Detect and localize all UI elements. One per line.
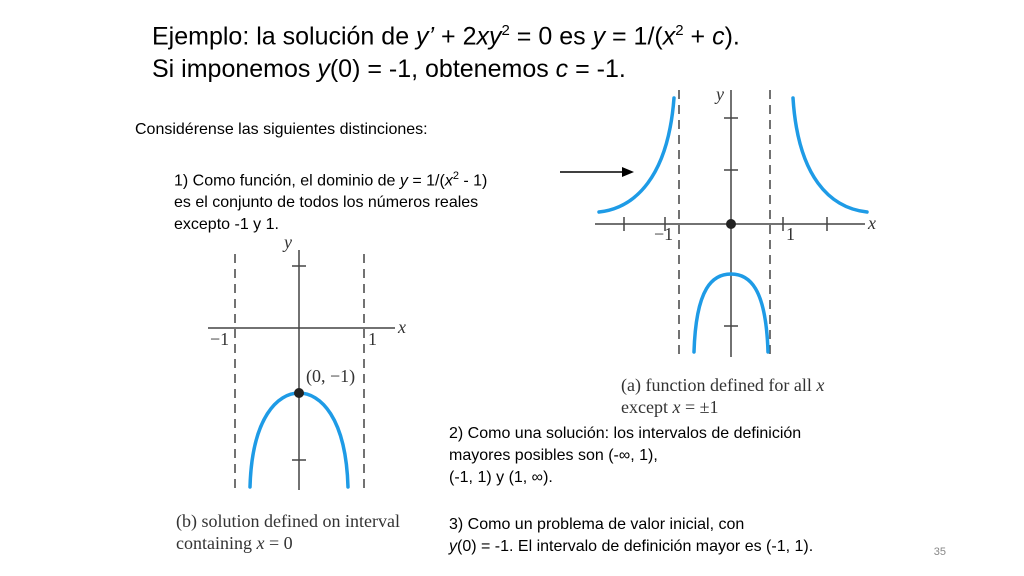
graph-a-x-label: x xyxy=(868,213,876,233)
graph-a xyxy=(590,82,890,362)
graph-b-initial-point xyxy=(294,388,304,398)
title-line-2: Si imponemos y(0) = -1, obtenemos c = -1. xyxy=(152,55,626,84)
note-header: Considérense las siguientes distinciones: xyxy=(135,121,428,138)
page-number: 35 xyxy=(933,546,946,558)
graph-b xyxy=(200,232,430,492)
graph-a-y-label: y xyxy=(716,84,724,104)
point-2-text: 2) Como una solución: los intervalos de definición mayores posibles son (-∞, 1), (-1, 1) y (1, ∞). xyxy=(449,425,802,486)
graph-b-point-label: (0, −1) xyxy=(306,366,356,386)
graph-b-caption: (b) solution defined on interval containing x = 0 xyxy=(176,511,400,553)
graph-a-tick-pos: 1 xyxy=(786,224,795,244)
graph-a-caption: (a) function defined for all x except x = ±1 xyxy=(621,375,825,417)
graph-b-y-label: y xyxy=(284,232,292,252)
graph-a-left-branch xyxy=(599,98,674,212)
title-line-1: Ejemplo: la solución de y’ + $2xy^2 = 0$ es $y = 1/(x^2 + c)$. xyxy=(152,22,740,51)
graph-b-tick-pos: 1 xyxy=(368,329,377,349)
point-1-text: 1) Como función, el dominio de $y = 1/(x^2 - 1)$ es el conjunto de todos los números reales excepto -1 y 1. xyxy=(174,170,488,234)
slide-title xyxy=(152,14,740,86)
graph-a-tick-neg: −1 xyxy=(654,224,674,244)
graph-a-origin-point xyxy=(726,219,736,229)
graph-a-right-branch xyxy=(793,98,867,212)
graph-b-x-label: x xyxy=(398,317,406,337)
graph-b-tick-neg: −1 xyxy=(210,329,230,349)
point-3-text: 3) Como un problema de valor inicial, con y(0) = -1. El intervalo de definición mayor es (-1, 1). xyxy=(449,516,814,555)
